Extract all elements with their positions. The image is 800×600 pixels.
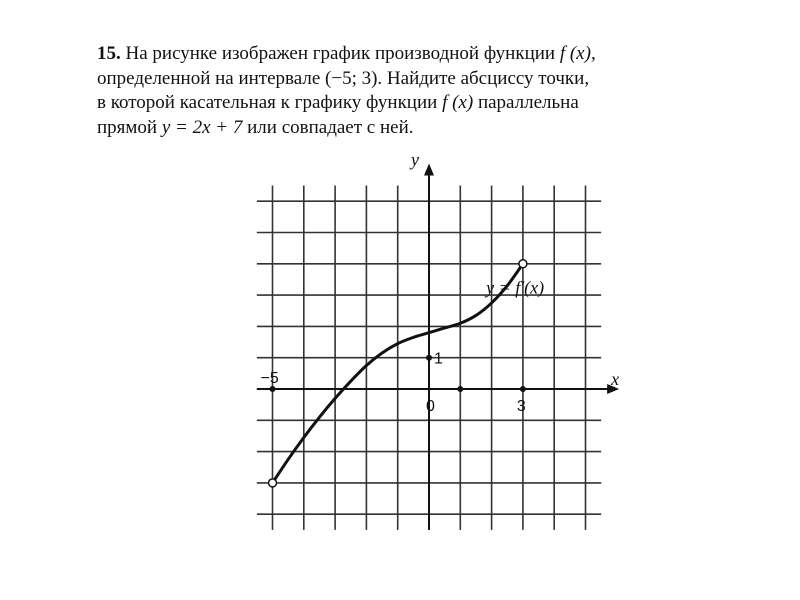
tick-mark bbox=[520, 386, 526, 392]
y-axis-arrow-icon bbox=[424, 164, 434, 176]
y-axis-label: y bbox=[411, 149, 419, 170]
problem-line-2: определенной на интервале (−5; 3). Найдите абсциссу точки, bbox=[97, 67, 590, 89]
tick-mark bbox=[426, 355, 432, 361]
problem-number: 15. bbox=[97, 43, 121, 64]
line-equation: y = 2x + 7 bbox=[161, 116, 243, 138]
origin-label: 0 bbox=[426, 398, 435, 415]
open-endpoint-icon bbox=[269, 479, 277, 487]
open-endpoint-icon bbox=[519, 260, 527, 268]
function-notation: f (x), bbox=[559, 43, 596, 64]
problem-text-4b: или совпадает с ней. bbox=[247, 116, 414, 138]
tick-label-x-3: 3 bbox=[516, 398, 526, 415]
curve-label: y = f′(x) bbox=[486, 277, 545, 298]
problem-text-3b: параллельна bbox=[477, 92, 579, 113]
tick-mark bbox=[457, 386, 463, 392]
tick-label-y-1: 1 bbox=[434, 350, 443, 368]
x-axis-label: x bbox=[611, 369, 620, 389]
tick-label-x-minus-5: −5 bbox=[260, 370, 279, 387]
problem-text-3a: в которой касательная к графику функции bbox=[97, 92, 438, 113]
function-notation-2: f (x) bbox=[442, 92, 474, 113]
axes bbox=[257, 164, 619, 530]
problem-text-1: На рисунке изображен график производной функции bbox=[125, 43, 556, 64]
problem-text-4a: прямой bbox=[97, 116, 158, 138]
